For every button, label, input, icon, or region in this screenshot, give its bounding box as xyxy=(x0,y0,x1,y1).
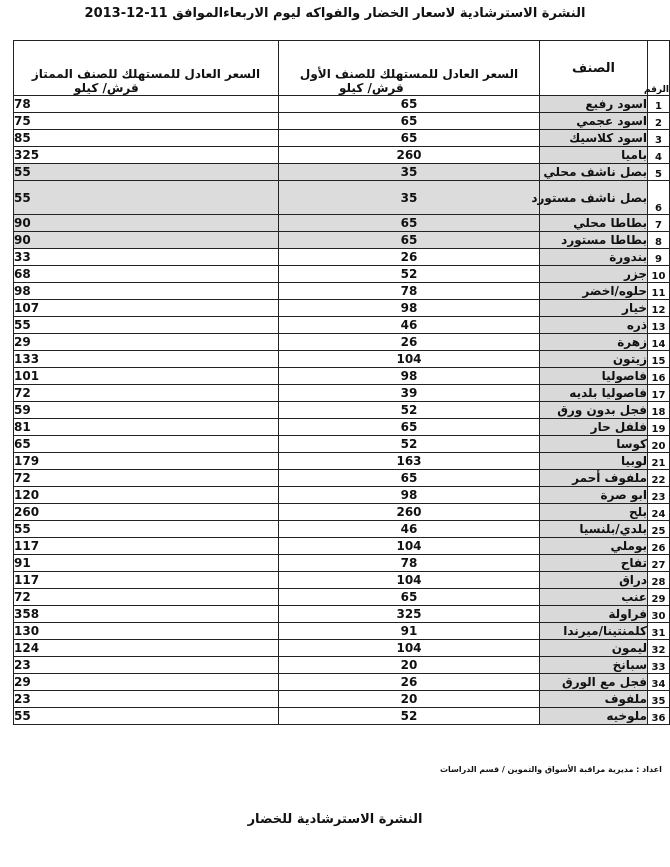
row-number: 18 xyxy=(648,402,670,419)
row-number: 16 xyxy=(648,368,670,385)
row-extra-price: 130 xyxy=(14,623,279,640)
row-item: كوسا xyxy=(540,436,648,453)
table-row xyxy=(14,538,670,555)
row-number: 14 xyxy=(648,334,670,351)
row-number: 4 xyxy=(648,147,670,164)
row-first-price: 91 xyxy=(279,623,540,640)
row-item: خيار xyxy=(540,300,648,317)
row-extra-price: 65 xyxy=(14,436,279,453)
row-item: لوبيا xyxy=(540,453,648,470)
table-row xyxy=(14,674,670,691)
row-number: 22 xyxy=(648,470,670,487)
row-item: ملفوف xyxy=(540,691,648,708)
table-row xyxy=(14,334,670,351)
row-item: بلدي/بلنسيا xyxy=(540,521,648,538)
table-row xyxy=(14,164,670,181)
row-extra-price: 23 xyxy=(14,657,279,674)
table-row xyxy=(14,572,670,589)
table-row xyxy=(14,623,670,640)
row-extra-price: 29 xyxy=(14,674,279,691)
source-note: اعداد : مديرية مراقبة الأسواق والتموين / قسم الدراسات xyxy=(440,765,662,774)
row-item: فلفل حار xyxy=(540,419,648,436)
row-extra-price: 98 xyxy=(14,283,279,300)
row-first-price: 65 xyxy=(279,113,540,130)
row-item: عنب xyxy=(540,589,648,606)
table-row xyxy=(14,351,670,368)
row-item: باميا xyxy=(540,147,648,164)
row-extra-price: 101 xyxy=(14,368,279,385)
table-row xyxy=(14,691,670,708)
row-first-price: 20 xyxy=(279,657,540,674)
row-item: بطاطا محلي xyxy=(540,215,648,232)
row-first-price: 325 xyxy=(279,606,540,623)
row-extra-price: 29 xyxy=(14,334,279,351)
row-number: 21 xyxy=(648,453,670,470)
row-first-price: 104 xyxy=(279,351,540,368)
row-item: ليمون xyxy=(540,640,648,657)
row-item: تفاح xyxy=(540,555,648,572)
table-row xyxy=(14,402,670,419)
row-number: 30 xyxy=(648,606,670,623)
row-extra-price: 91 xyxy=(14,555,279,572)
row-extra-price: 260 xyxy=(14,504,279,521)
table-row xyxy=(14,657,670,674)
header-extra-title: السعر العادل للمستهلك للصنف الممتاز xyxy=(31,67,261,81)
table-row xyxy=(14,640,670,657)
table-row xyxy=(14,147,670,164)
table-row xyxy=(14,708,670,725)
table-row xyxy=(14,453,670,470)
row-extra-price: 107 xyxy=(14,300,279,317)
row-item: فاصوليا xyxy=(540,368,648,385)
row-extra-price: 81 xyxy=(14,419,279,436)
row-item: بندورة xyxy=(540,249,648,266)
table-row xyxy=(14,555,670,572)
row-first-price: 65 xyxy=(279,96,540,113)
table-row xyxy=(14,266,670,283)
table-row xyxy=(14,130,670,147)
row-item: بصل ناشف محلي xyxy=(540,164,648,181)
table-row xyxy=(14,96,670,113)
row-number: 27 xyxy=(648,555,670,572)
header-item: الصنف xyxy=(540,41,648,96)
row-first-price: 52 xyxy=(279,708,540,725)
row-number: 7 xyxy=(648,215,670,232)
row-item: بوملي xyxy=(540,538,648,555)
row-extra-price: 23 xyxy=(14,691,279,708)
row-extra-price: 55 xyxy=(14,317,279,334)
row-number: 6 xyxy=(648,181,670,215)
table-header-row xyxy=(14,41,670,96)
row-number: 13 xyxy=(648,317,670,334)
table-row xyxy=(14,589,670,606)
table-row xyxy=(14,470,670,487)
row-item: جزر xyxy=(540,266,648,283)
row-number: 26 xyxy=(648,538,670,555)
row-number: 2 xyxy=(648,113,670,130)
row-number: 36 xyxy=(648,708,670,725)
header-first-grade xyxy=(279,41,540,96)
row-extra-price: 55 xyxy=(14,521,279,538)
row-first-price: 46 xyxy=(279,521,540,538)
row-extra-price: 72 xyxy=(14,470,279,487)
table-row xyxy=(14,300,670,317)
row-item: ملفوف أحمر xyxy=(540,470,648,487)
row-first-price: 104 xyxy=(279,572,540,589)
row-first-price: 26 xyxy=(279,249,540,266)
row-item: بصل ناشف مستورد xyxy=(540,181,648,215)
row-first-price: 78 xyxy=(279,555,540,572)
row-first-price: 52 xyxy=(279,402,540,419)
row-item: ذره xyxy=(540,317,648,334)
row-extra-price: 90 xyxy=(14,215,279,232)
table-row xyxy=(14,181,670,215)
row-extra-price: 90 xyxy=(14,232,279,249)
row-number: 12 xyxy=(648,300,670,317)
row-item: فراولة xyxy=(540,606,648,623)
table-row xyxy=(14,215,670,232)
row-first-price: 35 xyxy=(279,164,540,181)
row-extra-price: 59 xyxy=(14,402,279,419)
table-row xyxy=(14,419,670,436)
row-number: 15 xyxy=(648,351,670,368)
row-number: 5 xyxy=(648,164,670,181)
header-num: الرقم xyxy=(648,41,670,96)
row-number: 28 xyxy=(648,572,670,589)
table-row xyxy=(14,521,670,538)
table-row xyxy=(14,436,670,453)
row-first-price: 52 xyxy=(279,266,540,283)
row-extra-price: 55 xyxy=(14,164,279,181)
table-body xyxy=(14,96,670,725)
row-number: 1 xyxy=(648,96,670,113)
header-first-title: السعر العادل للمستهلك للصنف الأول xyxy=(299,67,519,81)
row-item: ابو صرة xyxy=(540,487,648,504)
row-extra-price: 120 xyxy=(14,487,279,504)
row-number: 32 xyxy=(648,640,670,657)
row-item: اسود كلاسيك xyxy=(540,130,648,147)
row-first-price: 65 xyxy=(279,232,540,249)
table-row xyxy=(14,368,670,385)
row-item: فاصوليا بلديه xyxy=(540,385,648,402)
row-number: 11 xyxy=(648,283,670,300)
row-extra-price: 133 xyxy=(14,351,279,368)
header-first-unit: قرش/ كيلو xyxy=(339,81,404,95)
row-extra-price: 117 xyxy=(14,538,279,555)
row-extra-price: 85 xyxy=(14,130,279,147)
header-extra-grade xyxy=(14,41,279,96)
row-extra-price: 33 xyxy=(14,249,279,266)
row-item: اسود رفيع xyxy=(540,96,648,113)
table-row xyxy=(14,232,670,249)
row-first-price: 65 xyxy=(279,589,540,606)
row-extra-price: 78 xyxy=(14,96,279,113)
row-first-price: 98 xyxy=(279,487,540,504)
row-item: بلح xyxy=(540,504,648,521)
row-item: فجل مع الورق xyxy=(540,674,648,691)
row-first-price: 26 xyxy=(279,334,540,351)
row-number: 25 xyxy=(648,521,670,538)
table-row xyxy=(14,113,670,130)
row-first-price: 20 xyxy=(279,691,540,708)
row-first-price: 98 xyxy=(279,368,540,385)
row-number: 10 xyxy=(648,266,670,283)
row-first-price: 65 xyxy=(279,130,540,147)
row-extra-price: 124 xyxy=(14,640,279,657)
table-row xyxy=(14,283,670,300)
row-first-price: 52 xyxy=(279,436,540,453)
row-first-price: 78 xyxy=(279,283,540,300)
row-item: كلمنتينا/ميرندا xyxy=(540,623,648,640)
row-extra-price: 75 xyxy=(14,113,279,130)
row-number: 20 xyxy=(648,436,670,453)
row-number: 23 xyxy=(648,487,670,504)
table-row xyxy=(14,385,670,402)
row-item: ملوخيه xyxy=(540,708,648,725)
row-number: 24 xyxy=(648,504,670,521)
row-extra-price: 68 xyxy=(14,266,279,283)
row-number: 19 xyxy=(648,419,670,436)
row-item: اسود عجمي xyxy=(540,113,648,130)
row-item: حلوه/اخضر xyxy=(540,283,648,300)
row-first-price: 65 xyxy=(279,215,540,232)
row-first-price: 104 xyxy=(279,640,540,657)
footer-title: النشرة الاسترشادية للخضار xyxy=(247,812,423,827)
row-number: 31 xyxy=(648,623,670,640)
row-first-price: 35 xyxy=(279,181,540,215)
row-item: زيتون xyxy=(540,351,648,368)
table-row xyxy=(14,504,670,521)
row-item: بطاطا مستورد xyxy=(540,232,648,249)
row-first-price: 163 xyxy=(279,453,540,470)
row-number: 34 xyxy=(648,674,670,691)
row-number: 8 xyxy=(648,232,670,249)
row-item: سبانخ xyxy=(540,657,648,674)
row-item: دراق xyxy=(540,572,648,589)
row-item: فجل بدون ورق xyxy=(540,402,648,419)
row-first-price: 26 xyxy=(279,674,540,691)
row-first-price: 65 xyxy=(279,419,540,436)
row-extra-price: 72 xyxy=(14,385,279,402)
row-number: 3 xyxy=(648,130,670,147)
row-number: 9 xyxy=(648,249,670,266)
row-first-price: 104 xyxy=(279,538,540,555)
row-number: 33 xyxy=(648,657,670,674)
row-extra-price: 179 xyxy=(14,453,279,470)
table-row xyxy=(14,606,670,623)
row-first-price: 260 xyxy=(279,504,540,521)
row-number: 29 xyxy=(648,589,670,606)
header-extra-unit: قرش/ كيلو xyxy=(74,81,139,95)
table-row xyxy=(14,317,670,334)
row-first-price: 260 xyxy=(279,147,540,164)
table-row xyxy=(14,249,670,266)
row-item: زهرة xyxy=(540,334,648,351)
row-first-price: 39 xyxy=(279,385,540,402)
row-extra-price: 55 xyxy=(14,181,279,215)
row-extra-price: 117 xyxy=(14,572,279,589)
table-row xyxy=(14,487,670,504)
row-extra-price: 325 xyxy=(14,147,279,164)
price-table xyxy=(13,40,670,725)
row-number: 17 xyxy=(648,385,670,402)
row-first-price: 46 xyxy=(279,317,540,334)
row-extra-price: 72 xyxy=(14,589,279,606)
row-number: 35 xyxy=(648,691,670,708)
row-extra-price: 55 xyxy=(14,708,279,725)
row-first-price: 98 xyxy=(279,300,540,317)
page-title: النشرة الاسترشادية لاسعار الخضار والفواكه ليوم الاربعاءالموافق 11-12-2013 xyxy=(84,6,586,21)
row-first-price: 65 xyxy=(279,470,540,487)
row-extra-price: 358 xyxy=(14,606,279,623)
